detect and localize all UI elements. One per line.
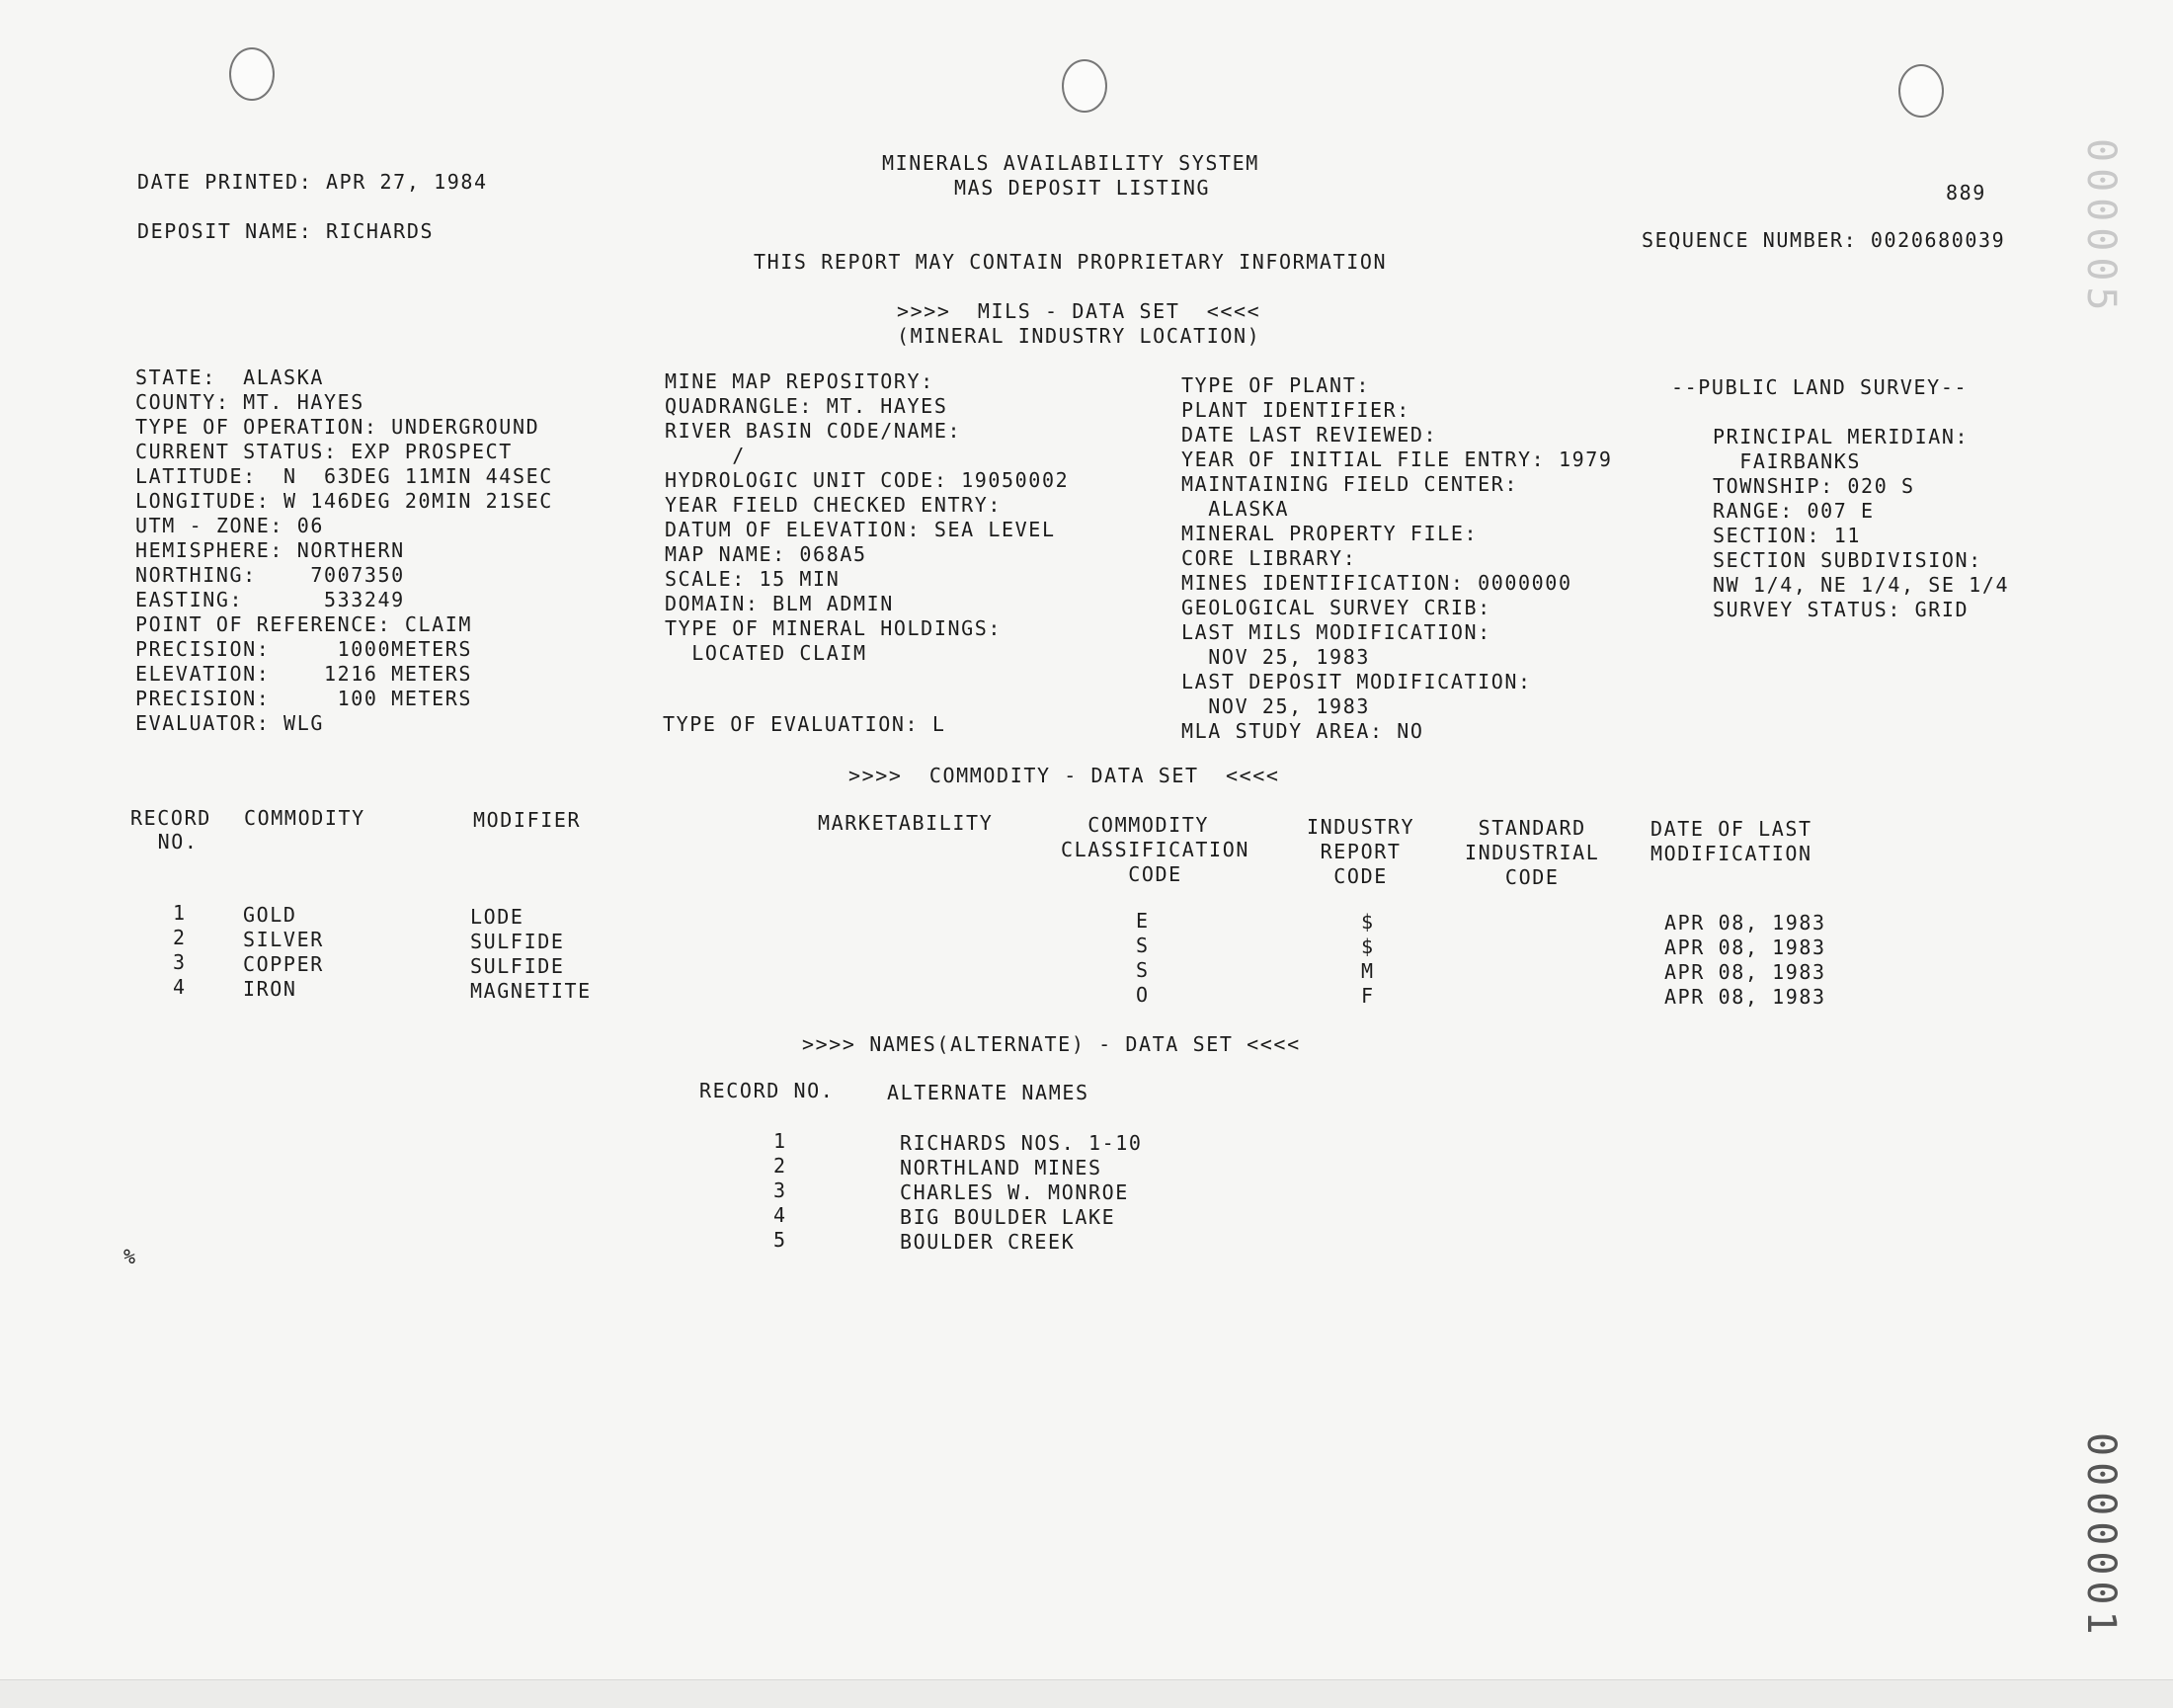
names-heading: >>>> NAMES(ALTERNATE) - DATA SET <<<< [802,1032,1301,1056]
commodity-name: GOLD [243,903,297,927]
listing-title: MAS DEPOSIT LISTING [954,176,1211,200]
location-field: DATE LAST REVIEWED: [1181,423,1438,447]
location-field: TYPE OF MINERAL HOLDINGS: [665,616,1003,640]
survey-field: SECTION SUBDIVISION: [1713,548,1982,572]
industry-code: $ [1361,910,1375,934]
modification-date: APR 08, 1983 [1664,985,1826,1009]
header-industry-1: INDUSTRY [1307,815,1415,839]
side-stamp-bottom: 0000001 [2078,1432,2124,1641]
survey-field: TOWNSHIP: 020 S [1713,474,1915,498]
commodity-heading: >>>> COMMODITY - DATA SET <<<< [848,764,1280,787]
location-field: HYDROLOGIC UNIT CODE: 19050002 [665,468,1070,492]
location-field: DATUM OF ELEVATION: SEA LEVEL [665,518,1056,541]
header-standard-1: STANDARD [1465,816,1586,840]
page-number: 889 [1946,181,1986,204]
modification-date: APR 08, 1983 [1664,911,1826,935]
punch-hole [1898,64,1944,118]
modifier: LODE [470,905,524,929]
proprietary-notice: THIS REPORT MAY CONTAIN PROPRIETARY INFORMATION [754,250,1388,274]
commodity-name: COPPER [243,952,324,976]
system-title: MINERALS AVAILABILITY SYSTEM [882,151,1259,175]
record-no: 4 [173,975,187,999]
location-field: RIVER BASIN CODE/NAME: [665,419,962,443]
header-industry-2: REPORT [1307,840,1402,863]
modifier: SULFIDE [470,954,565,978]
footer-mark: % [123,1245,137,1268]
names-header-record: RECORD NO. [699,1079,835,1102]
location-field: LATITUDE: N 63DEG 11MIN 44SEC [135,464,553,488]
punch-hole [229,47,275,101]
record-no: 1 [173,901,187,925]
mils-heading: >>>> MILS - DATA SET <<<< [897,299,1261,323]
header-standard-3: CODE [1465,865,1560,889]
location-field: LAST DEPOSIT MODIFICATION: [1181,670,1532,693]
header-record-no: NO. [144,830,199,854]
location-field: LAST MILS MODIFICATION: [1181,620,1491,644]
header-marketability: MARKETABILITY [818,811,994,835]
name-record-no: 1 [773,1129,787,1153]
location-field: TYPE OF OPERATION: UNDERGROUND [135,415,540,439]
modifier: MAGNETITE [470,979,592,1003]
name-record-no: 4 [773,1203,787,1227]
location-field: SCALE: 15 MIN [665,567,841,591]
alternate-name: RICHARDS NOS. 1-10 [900,1131,1143,1155]
alternate-name: BIG BOULDER LAKE [900,1205,1116,1229]
location-field: POINT OF REFERENCE: CLAIM [135,612,473,636]
location-field: GEOLOGICAL SURVEY CRIB: [1181,596,1491,619]
location-field: NOV 25, 1983 [1181,694,1370,718]
location-field: / [665,444,746,467]
names-header-names: ALTERNATE NAMES [887,1081,1089,1104]
location-field: MAP NAME: 068A5 [665,542,867,566]
modification-date: APR 08, 1983 [1664,935,1826,959]
survey-field: SECTION: 11 [1713,524,1862,547]
public-land-survey-heading: --PUBLIC LAND SURVEY-- [1671,375,1969,399]
location-field: DOMAIN: BLM ADMIN [665,592,894,615]
industry-code: $ [1361,935,1375,958]
location-field: QUADRANGLE: MT. HAYES [665,394,948,418]
name-record-no: 3 [773,1179,787,1202]
location-field: NORTHING: 7007350 [135,563,405,587]
location-field: CORE LIBRARY: [1181,546,1357,570]
header-classification-3: CODE [1061,862,1182,886]
commodity-name: IRON [243,977,297,1001]
industry-code: F [1361,984,1375,1008]
location-field: EVALUATOR: WLG [135,711,324,735]
classification-code: S [1136,958,1150,982]
type-of-evaluation: TYPE OF EVALUATION: L [663,712,946,736]
classification-code: S [1136,934,1150,957]
location-field: PRECISION: 1000METERS [135,637,473,661]
header-date-2: MODIFICATION [1650,842,1812,865]
location-field: MAINTAINING FIELD CENTER: [1181,472,1519,496]
punch-hole [1062,59,1107,113]
header-classification-2: CLASSIFICATION [1061,838,1249,861]
side-stamp-top: 000005 [2078,138,2124,317]
survey-field: FAIRBANKS [1713,449,1862,473]
alternate-name: BOULDER CREEK [900,1230,1076,1254]
date-printed: DATE PRINTED: APR 27, 1984 [137,170,488,194]
location-field: MINE MAP REPOSITORY: [665,369,934,393]
deposit-name: DEPOSIT NAME: RICHARDS [137,219,435,243]
location-field: HEMISPHERE: NORTHERN [135,538,405,562]
survey-field: SURVEY STATUS: GRID [1713,598,1970,621]
location-field: MINERAL PROPERTY FILE: [1181,522,1479,545]
location-field: LOCATED CLAIM [665,641,867,665]
location-field: ELEVATION: 1216 METERS [135,662,473,686]
classification-code: O [1136,983,1150,1007]
header-record: RECORD [130,806,211,830]
name-record-no: 2 [773,1154,787,1178]
location-field: STATE: ALASKA [135,366,324,389]
mils-subheading: (MINERAL INDUSTRY LOCATION) [897,324,1261,348]
location-field: UTM - ZONE: 06 [135,514,324,537]
header-date-1: DATE OF LAST [1650,817,1812,841]
name-record-no: 5 [773,1228,787,1252]
record-no: 3 [173,950,187,974]
header-commodity: COMMODITY [244,806,365,830]
alternate-name: NORTHLAND MINES [900,1156,1102,1179]
alternate-name: CHARLES W. MONROE [900,1180,1129,1204]
industry-code: M [1361,959,1375,983]
header-industry-3: CODE [1307,864,1388,888]
location-field: TYPE OF PLANT: [1181,373,1370,397]
modification-date: APR 08, 1983 [1664,960,1826,984]
header-modifier: MODIFIER [473,808,582,832]
location-field: PLANT IDENTIFIER: [1181,398,1410,422]
location-field: YEAR FIELD CHECKED ENTRY: [665,493,1003,517]
survey-field: NW 1/4, NE 1/4, SE 1/4 [1713,573,2010,597]
location-field: PRECISION: 100 METERS [135,687,473,710]
sequence-number: SEQUENCE NUMBER: 0020680039 [1642,228,2006,252]
location-field: MINES IDENTIFICATION: 0000000 [1181,571,1572,595]
modifier: SULFIDE [470,930,565,953]
commodity-name: SILVER [243,928,324,951]
header-classification-1: COMMODITY [1061,813,1210,837]
location-field: NOV 25, 1983 [1181,645,1370,669]
header-standard-2: INDUSTRIAL [1465,841,1600,864]
classification-code: E [1136,909,1150,933]
location-field: ALASKA [1181,497,1290,521]
location-field: CURRENT STATUS: EXP PROSPECT [135,440,513,463]
location-field: LONGITUDE: W 146DEG 20MIN 21SEC [135,489,553,513]
page-bottom-edge [0,1679,2173,1708]
location-field: EASTING: 533249 [135,588,405,611]
location-field: COUNTY: MT. HAYES [135,390,364,414]
location-field: MLA STUDY AREA: NO [1181,719,1424,743]
survey-field: PRINCIPAL MERIDIAN: [1713,425,1970,448]
location-field: YEAR OF INITIAL FILE ENTRY: 1979 [1181,447,1613,471]
survey-field: RANGE: 007 E [1713,499,1875,523]
record-no: 2 [173,926,187,949]
